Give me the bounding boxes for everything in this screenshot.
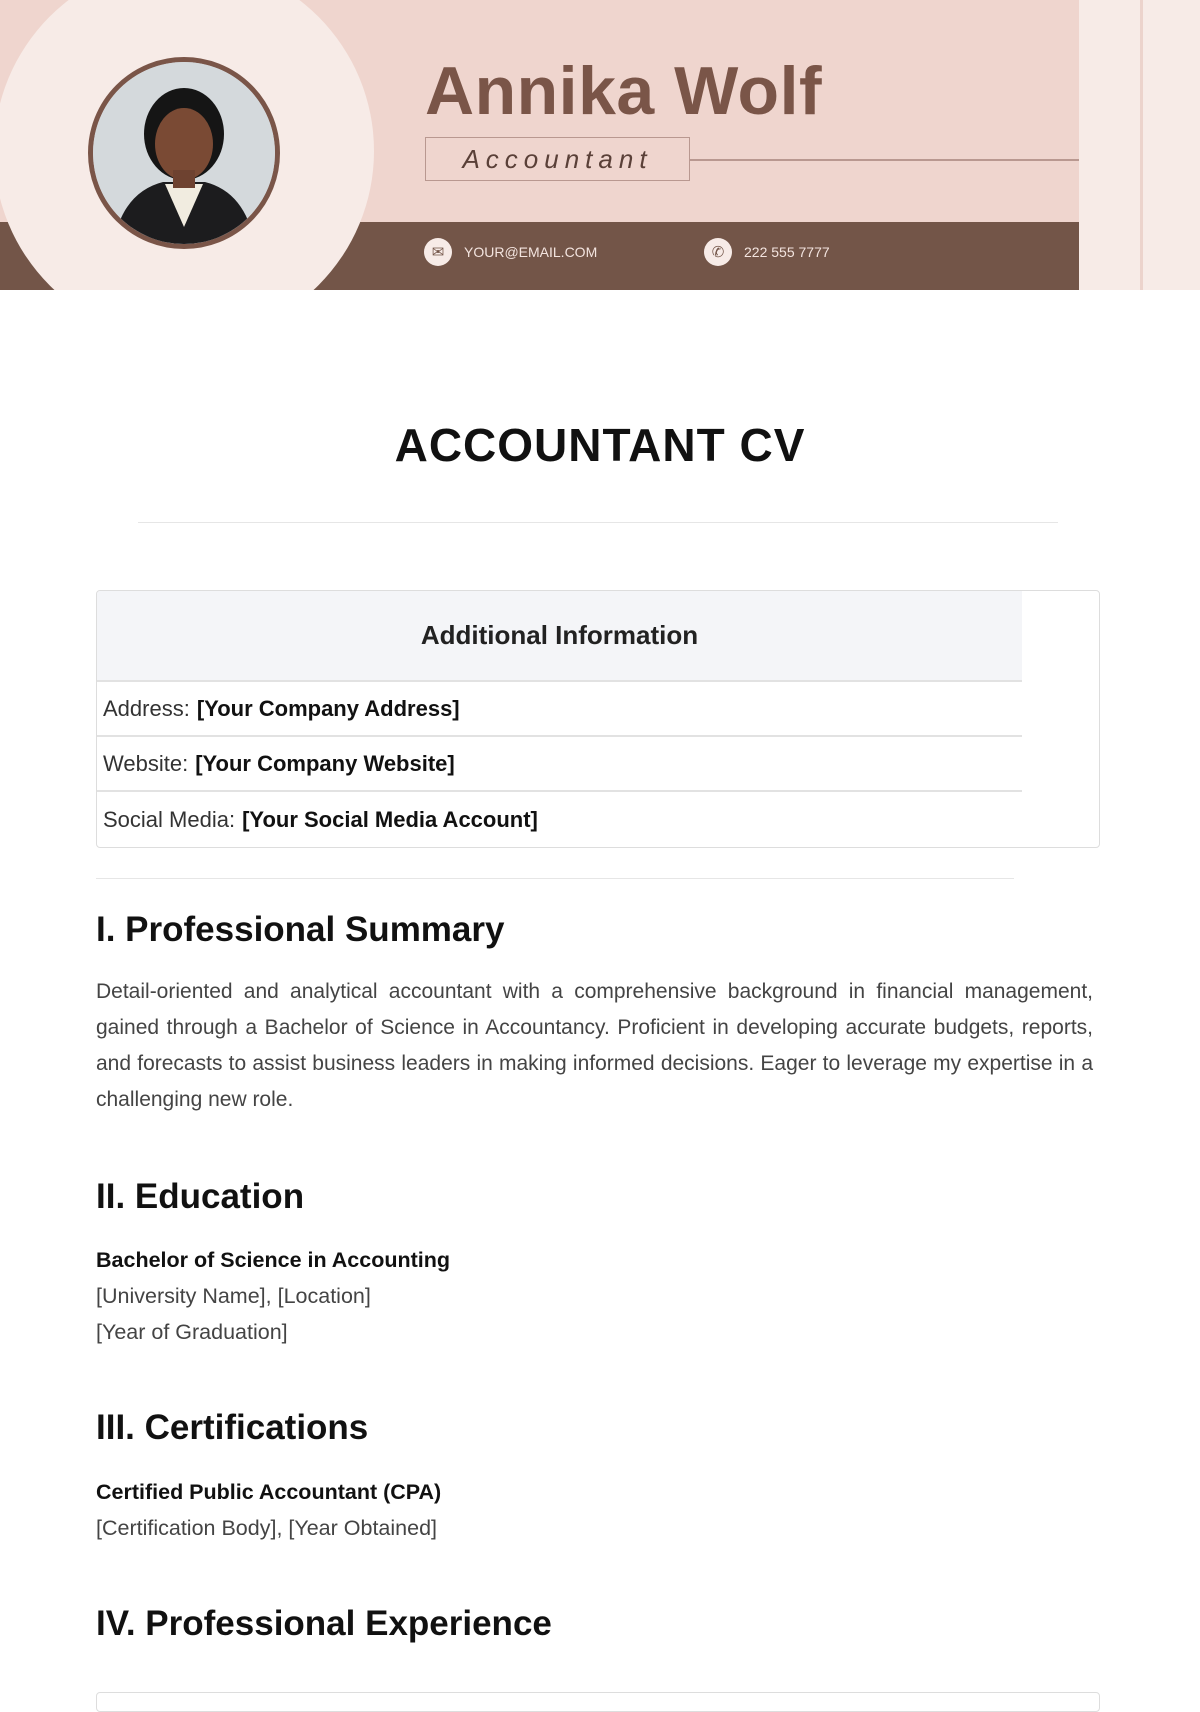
education-details [96, 1242, 450, 1350]
phone-text: 222 555 7777 [744, 244, 830, 260]
certification-name: Certified Public Accountant (CPA) [96, 1480, 442, 1504]
row-value: [Your Company Website] [195, 750, 455, 776]
row-label: Website: [103, 750, 189, 776]
degree: Bachelor of Science in Accounting [96, 1248, 451, 1272]
education-heading: II. Education [96, 1177, 305, 1216]
candidate-role: Accountant [462, 143, 653, 174]
document-title: ACCOUNTANT CV [394, 419, 806, 471]
decorative-line [1140, 0, 1143, 290]
profile-photo [88, 57, 280, 249]
phone-icon: ✆ [704, 238, 732, 266]
school: [University Name], [Location] [96, 1284, 371, 1308]
role-divider [690, 159, 1079, 161]
graduation-year: [Year of Graduation] [96, 1320, 288, 1344]
table-row [97, 792, 1022, 847]
certification-details [96, 1474, 441, 1546]
cv-header [0, 0, 1200, 290]
experience-table [96, 1692, 1100, 1712]
table-row [97, 682, 1022, 737]
candidate-name: Annika Wolf [425, 53, 823, 129]
additional-info-table [96, 590, 1100, 848]
email-contact [424, 238, 597, 266]
divider [96, 878, 1014, 879]
certifications-heading: III. Certifications [96, 1408, 369, 1447]
summary-heading: I. Professional Summary [96, 910, 505, 949]
row-value: [Your Social Media Account] [242, 806, 538, 832]
divider [138, 522, 1058, 523]
certification-detail: [Certification Body], [Year Obtained] [96, 1516, 438, 1540]
role-box [425, 137, 690, 181]
envelope-icon: ✉ [424, 238, 452, 266]
experience-heading: IV. Professional Experience [96, 1604, 552, 1643]
row-label: Social Media: [103, 806, 236, 832]
row-label: Address: [103, 695, 190, 721]
table-row [97, 737, 1022, 792]
phone-contact [704, 238, 830, 266]
row-value: [Your Company Address] [196, 695, 460, 721]
table-header: Additional Information [97, 591, 1022, 682]
summary-text: Detail-oriented and analytical accountant with a comprehensive background in financial management, gained through a Bachelor of Science in Accountancy. Proficient in developing accurate budgets, reports, and forecasts to assist business leaders in making informed decisions. Eager to leverage my expertise in a challenging new role. [96, 980, 1093, 1111]
email-text[interactable]: YOUR@EMAIL.COM [464, 244, 598, 260]
